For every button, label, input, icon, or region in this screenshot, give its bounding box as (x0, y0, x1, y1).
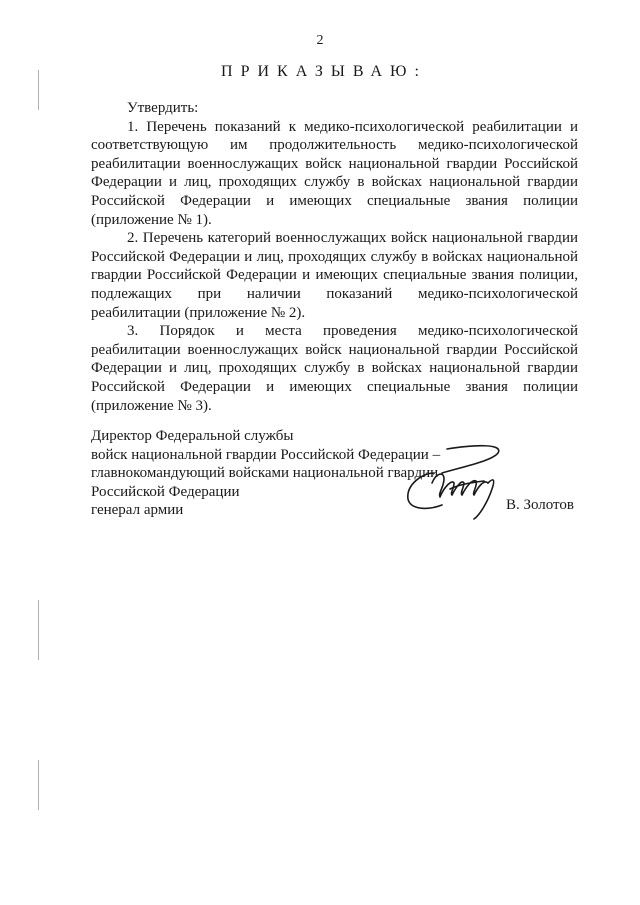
scan-margin-line (38, 600, 39, 660)
order-item-2: 2. Перечень категорий военнослужащих войск национальной гвардии Российской Федерации и лиц, проходящих службу в войсках национальной гвардии Российской Федерации и имеющих специальные звания полиции, подлежащих при наличии показаний медико-психологической реабилитации (приложение № 2). (91, 230, 578, 321)
handwritten-signature-icon (392, 443, 522, 521)
order-body (91, 99, 578, 415)
page-number: 2 (316, 33, 324, 48)
signatory-line-3: главнокомандующий войсками национальной гвардии (91, 465, 439, 482)
scan-margin-line (38, 760, 39, 810)
intro-line: Утвердить: (127, 100, 199, 116)
signatory-line-1: Директор Федеральной службы (91, 428, 294, 444)
signatory-line-5: генерал армии (91, 502, 184, 519)
order-item-1: 1. Перечень показаний к медико-психологической реабилитации и соответствующую им продолжительность медико-психологической реабилитации военнослужащих войск национальной гвардии Российской Федерации и лиц, проходящих службу в войсках национальной гвардии Российской Федерации и имеющих специальные звания полиции (приложение № 1). (91, 118, 578, 228)
signatory-line-2: войск национальной гвардии Российской Федерации – (91, 446, 441, 463)
signer-name: В. Золотов (505, 497, 574, 513)
order-item-3: 3. Порядок и места проведения медико-психологической реабилитации военнослужащих войск национальной гвардии Российской Федерации и лиц, проходящих службу в войсках национальной гвардии Российской Федерации и имеющих специальные звания полиции (приложение № 3). (91, 323, 578, 414)
signatory-line-4: Российской Федерации (91, 483, 240, 500)
order-title: ПРИКАЗЫВАЮ: (221, 63, 427, 80)
